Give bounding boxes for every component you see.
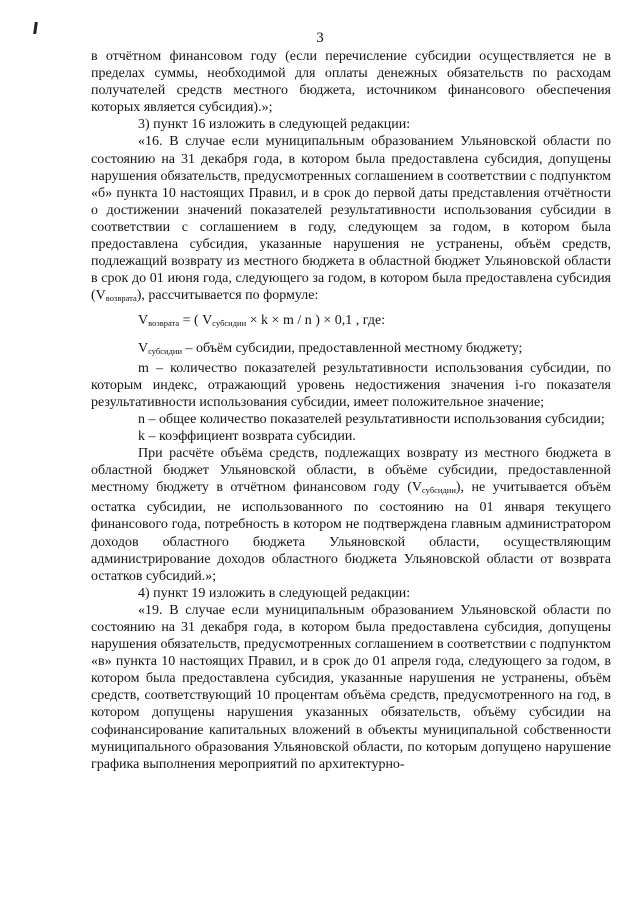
definition-n: n – общее количество показателей результативности использования субсидии; [138, 411, 605, 427]
paragraph-16: «16. В случае если муниципальным образованием Ульяновской области по состоянию на 31 декабря года, в котором была предоставлена субсидия, допущены нарушения обязательств, предусмотренных соглашением в соответствии с подпунктом «б» пункта 10 настоящих Правил, и в срок до первой даты представления отчётности о достижении значений показателей результативности использования субсидии в соответствии с соглашением в году, следующем за годом, в котором была предоставлена субсидия, указанные нарушения не устранены, объём средств, подлежащий возврату из местного бюджета в областной бюджет Ульяновской области в срок до 01 июня года, следующего за годом, в котором была предоставлена субсидия $(V_{возврата})$, рассчитывается по формуле: [91, 134, 611, 304]
paragraph-point-3: 3) пункт 16 изложить в следующей редакции: [138, 117, 411, 133]
paragraph-continuation: в отчётном финансовом году (если перечисление субсидии осуществляется не в пределах суммы, необходимой для оплаты денежных обязательств по расходам получателей средств местного бюджета, источником финансового обеспечения которых является субсидия).»; [91, 49, 611, 116]
definition-k: k – коэффициент возврата субсидии. [138, 428, 356, 444]
paragraph-calculation: При расчёте объёма средств, подлежащих возврату из местного бюджета в областной бюджет Ульяновской области, в объёме субсидии, предоставленной местному бюджету в отчётном финансовом году $(V_{субсидии})$, не учитывается объём остатка субсидии, не использованного по состоянию на 01 января текущего финансового года, потребность в котором не подтверждена главным администратором доходов областного бюджета Ульяновской области, осуществляющим администрирование доходов областного бюджета Ульяновской области от возврата остатков субсидий.»; [91, 446, 611, 584]
paragraph-point-4: 4) пункт 19 изложить в следующей редакции: [138, 585, 411, 601]
document-body [91, 48, 611, 773]
formula: $V_{возврата}$ = ( $V_{субсидии} \times k \times m / n$ ) × 0,1 , где: [138, 313, 386, 329]
definition-m: m – количество показателей результативности использования субсидии, по которым индекс, отражающий уровень недостижения значения i-го показателя результативности использования субсидии, имеет положительное значение; [91, 360, 611, 410]
page-number: 3 [316, 30, 324, 46]
definition-v-subsidy: $V_{субсидии}$ – объём субсидии, предоставленной местному бюджету; [138, 340, 523, 356]
paragraph-19: «19. В случае если муниципальным образованием Ульяновской области по состоянию на 31 декабря года, в котором была предоставлена субсидия, допущены нарушения обязательств, предусмотренных соглашением в соответствии с подпунктом «в» пункта 10 настоящих Правил, и в срок до 01 апреля года, следующего за годом, в котором была предоставлена субсидия, указанные нарушения не устранены, объём средств, соответствующий 10 процентам объёма средств, предусмотренного на год, в котором допущены нарушения указанных обязательств, объёму субсидии на софинансирование капитальных вложений в объекты муниципальной собственности муниципального образования Ульяновской области, по которым допущено нарушение графика выполнения мероприятий по архитектурно- [91, 602, 611, 772]
